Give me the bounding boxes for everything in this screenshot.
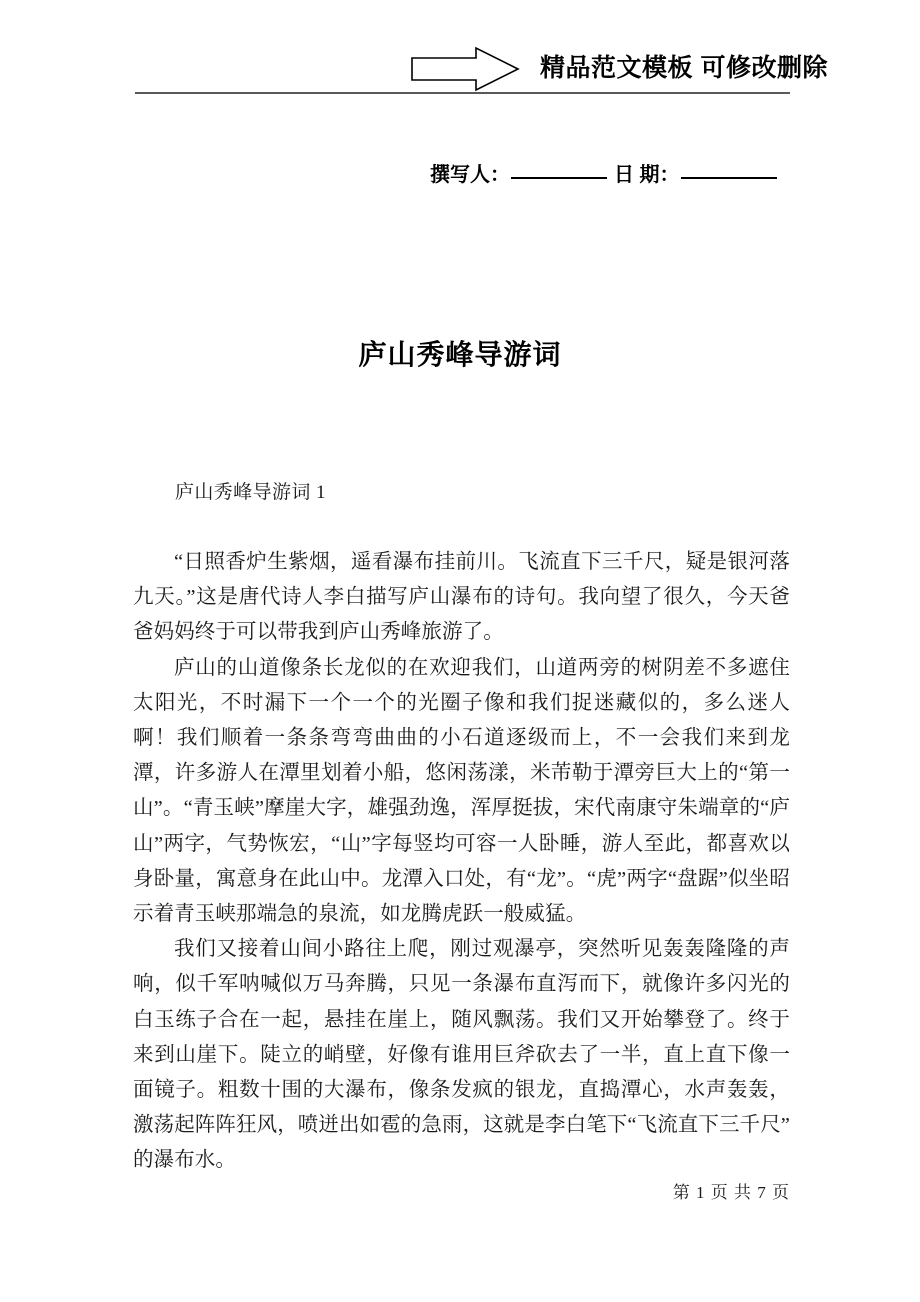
section-subtitle: 庐山秀峰导游词 1 [175, 482, 326, 503]
author-field[interactable] [511, 177, 607, 179]
body-paragraph: “日照香炉生紫烟，遥看瀑布挂前川。飞流直下三千尺，疑是银河落九天。”这是唐代诗人李白描写庐山瀑布的诗句。我向望了很久，今天爸爸妈妈终于可以带我到庐山秀峰旅游了。 [133, 551, 790, 644]
body-paragraph: 我们又接着山间小路往上爬，刚过观瀑亭，突然听见轰轰隆隆的声响，似千军呐喊似万马奔腾，只见一条瀑布直泻而下，就像许多闪光的白玉练子合在一起，悬挂在崖上，随风飘荡。我们又开始攀登了。终于来到山崖下。陡立的峭壁，好像有谁用巨斧砍去了一半，直上直下像一面镜子。粗数十围的大瀑布，像条发疯的银龙，直捣潭心，水声轰轰，激荡起阵阵狂风，喷迸出如雹的急雨，这就是李白笔下“飞流直下三千尺”的瀑布水。 [133, 938, 790, 1172]
author-label: 撰写人： [430, 164, 510, 186]
date-label: 日 期： [614, 164, 680, 186]
date-field[interactable] [681, 177, 777, 179]
page-title: 庐山秀峰导游词 [358, 339, 562, 370]
right-arrow-icon [410, 46, 520, 92]
page-number-footer: 第 1 页 共 7 页 [672, 1183, 790, 1202]
body-paragraph: 庐山的山道像条长龙似的在欢迎我们，山道两旁的树阴差不多遮住太阳光，不时漏下一个一个的光圈子像和我们捉迷藏似的，多么迷人啊！我们顺着一条条弯弯曲曲的小石道逐级而上，不一会我们来到龙潭，许多游人在潭里划着小船，悠闲荡漾，米芾勒于潭旁巨大上的“第一山”。“青玉峡”摩崖大字，雄强劲逸，浑厚挺拔，宋代南康守朱端章的“庐山”两字，气势恢宏，“山”字每竖均可容一人卧睡，游人至此，都喜欢以身卧量，寓意身在此山中。龙潭入口处，有“龙”。“虎”两字“盘踞”似坐昭示着青玉峡那端急的泉流，如龙腾虎跃一般威猛。 [133, 656, 790, 926]
body-content [133, 545, 790, 1179]
header-caption: 精品范文模板 可修改删除 [540, 54, 828, 82]
byline [430, 158, 778, 187]
header-banner [135, 40, 828, 96]
header-divider [135, 92, 790, 94]
